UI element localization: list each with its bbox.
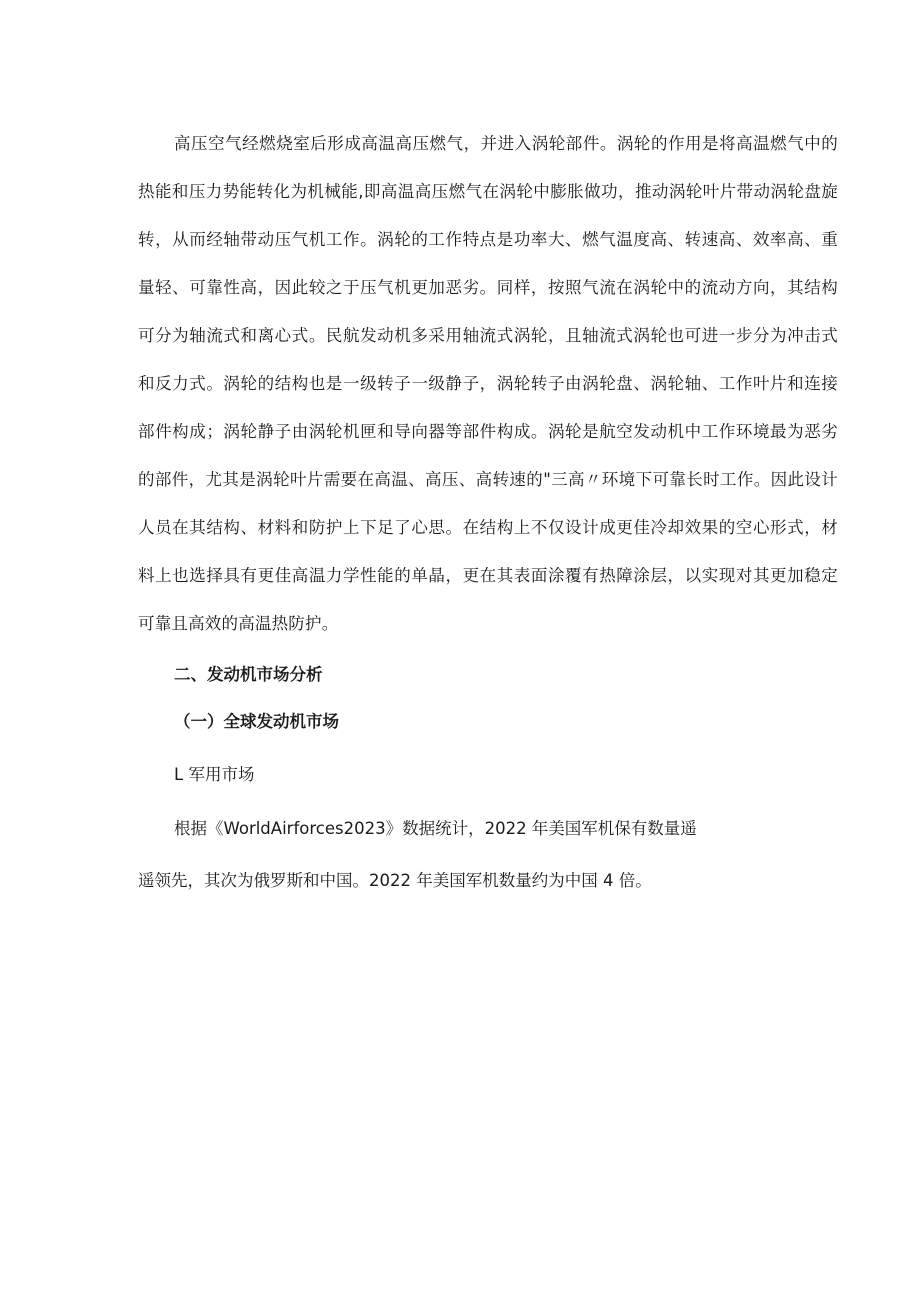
item-heading-military-market: L 军用市场: [174, 765, 255, 784]
section-heading-engine-market-analysis: 二、发动机市场分析: [174, 665, 323, 684]
paragraph-turbine-description: 高压空气经燃烧室后形成高温高压燃气，并进入涡轮部件。涡轮的作用是将高温燃气中的热能和压力势能转化为机械能,即高温高压燃气在涡轮中膨胀做功，推动涡轮叶片带动涡轮盘旋转，从而经轴带动压气机工作。涡轮的工作特点是功率大、燃气温度高、转速高、效率高、重量轻、可靠性高，因此较之于压气机更加恶劣。同样，按照气流在涡轮中的流动方向，其结构可分为轴流式和离心式。民航发动机多采用轴流式涡轮，且轴流式涡轮也可进一步分为冲击式和反力式。涡轮的结构也是一级转子一级静子，涡轮转子由涡轮盘、涡轮轴、工作叶片和连接部件构成；涡轮静子由涡轮机匣和导向器等部件构成。涡轮是航空发动机中工作环境最为恶劣的部件，尤其是涡轮叶片需要在高温、高压、高转速的"三高〃环境下可靠长时工作。因此设计人员在其结构、材料和防护上下足了心思。在结构上不仅设计成更佳冷却效果的空心形式，材料上也选择具有更佳高温力学性能的单晶，更在其表面涂覆有热障涂层，以实现对其更加稳定可靠且高效的高温热防护。: [138, 134, 838, 633]
paragraph-military-line-1: 根据《WorldAirforces2023》数据统计，2022 年美国军机保有数量遥: [174, 819, 697, 838]
paragraph-military-line-2: 遥领先，其次为俄罗斯和中国。2022 年美国军机数量约为中国 4 倍。: [138, 871, 652, 890]
subsection-heading-global-engine-market: （一）全球发动机市场: [174, 712, 339, 731]
